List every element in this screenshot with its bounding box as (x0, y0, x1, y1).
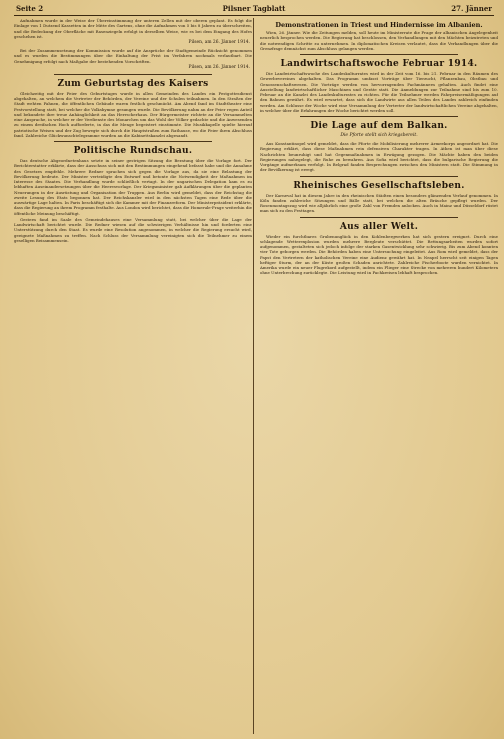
section-heading-albania: Demonstrationen in Triest und Hindernisse im Albanien. (275, 21, 483, 29)
section-heading-politics: Politische Rundschau. (73, 146, 193, 156)
column-divider (253, 18, 254, 734)
issue-date: 27. Jänner (451, 4, 492, 13)
left-column (14, 18, 252, 734)
article-paragraph: Das deutsche Abgeordnetenhaus setzte in seiner gestrigen Sitzung die Beratung über die Vorlage fort. Der Berichterstatter erklärte, dass der Ausschuss sich mit den Bestimmungen eingehend befasst habe und die Annahme des Gesetzes empfehle. Mehrere Redner sprachen sich gegen die Vorlage aus, da sie eine Belastung der Bevölkerung bedeute. Der Minister verteidigte den Entwurf und betonte die Notwendigkeit der Maßnahmen im Interesse des Staates. Die Verhandlung wurde schließlich vertagt. In der ungarischen Delegation kam es zu lebhaften Auseinandersetzungen über die Heeresvorlage. Der Kriegsminister gab Aufklärungen über die geplanten Neuerungen in der Ausrüstung und Organisation der Truppen. Aus Berlin wird gemeldet, dass der Reichstag die zweite Lesung des Etats begonnen hat. Der Reichskanzler wird in den nächsten Tagen eine Rede über die auswärtige Lage halten. In Paris beschäftigt sich die Kammer mit der Finanzreform. Der Ministerpräsident erklärte, dass die Regierung an ihrem Programm festhalte. Aus London wird berichtet, dass die Homerule-Frage weiterhin die öffentliche Meinung beschäftigt. (14, 158, 252, 216)
article-paragraph: Wien, 26. Jänner. Wie die Zeitungen melden, soll heute im Ministerrate die Frage der albanischen Angelegenheit neuerlich besprochen werden. Die Regierung hat beschlossen, den Verhandlungen mit den Mächten beizutreten und die notwendigen Schritte zu unternehmen. In diplomatischen Kreisen verlautet, dass die Verhandlungen über die Grenzfrage demnächst zum Abschluss gelangen werden. (260, 30, 498, 51)
section-subheading: Die Pforte stellt sich kriegsbereit. (340, 133, 418, 138)
right-column (260, 18, 498, 734)
section-heading-world: Aus aller Welt. (339, 221, 419, 232)
dateline: Pilsen, am 26. Jänner 1914. (188, 40, 250, 45)
article-paragraph: Gestern fand im Saale des Gemeindehauses eine Versammlung statt, bei welcher über die Lage der Landwirtschaft berichtet wurde. Die Redner wiesen auf die schwierigen Verhältnisse hin und forderten eine Unterstützung durch den Staat. Es wurde eine Resolution angenommen, in welcher die Regierung ersucht wird, geeignete Maßnahmen zu treffen. Nach Schluss der Versammlung vereinigten sich die Teilnehmer zu einem geselligen Beisammensein. (14, 216, 252, 243)
section-heading-rhineland: Rheinisches Gesellschaftsleben. (293, 180, 465, 191)
article-paragraph: Bei der Zusammensetzung der Kommission wurde auf die Ansprüche der Stadtgemeinde Rücksicht genommen und es wurden die Bestimmungen über die Einhaltung der Frist im Verfahren nochmals verlautbart. Die Genehmigung erfolgt nach Maßgabe der bestehenden Vorschriften. (14, 48, 252, 64)
section-separator (300, 116, 458, 117)
section-separator (300, 176, 458, 177)
article-paragraph: Aus Konstantinopel wird gemeldet, dass die Pforte die Mobilisierung mehrerer Armeekorps angeordnet hat. Die Regierung erklärt, dass diese Maßnahmen rein defensiven Charakter tragen. In Athen ist man über diese Nachrichten beunruhigt und hat Gegenmaßnahmen in Erwägung gezogen. Die Mächte haben den beiden Regierungen nahegelegt, die Ruhe zu bewahren. Aus Sofia wird berichtet, dass die bulgarische Regierung die Vorgänge aufmerksam verfolgt. In Belgrad fanden Besprechungen zwischen den Ministern statt. Die Stimmung in der Bevölkerung ist erregt. (260, 141, 498, 173)
section-separator (300, 217, 458, 218)
dateline: Pilsen, am 26. Jänner 1914. (188, 64, 250, 70)
article-paragraph: Die Landwirtschaftswoche des Landeskulturrates wird in der Zeit vom 16. bis 21. Februar in den Räumen des Gewerbevereines abgehalten. Das Programm umfasst Vorträge über Tierzucht, Pflanzenbau, Obstbau und Genossenschaftswesen. Die Vorträge werden von hervorragenden Fachmännern gehalten. Auch findet eine Ausstellung landwirtschaftlicher Maschinen und Geräte statt. Die Anmeldungen zur Teilnahme sind bis zum 10. Februar an die Kanzlei des Landeskulturrates zu richten. Für die Teilnehmer werden Fahrpreisermäßigungen auf den Bahnen gewährt. Es wird erwartet, dass sich die Landwirte aus allen Teilen des Landes zahlreich einfinden werden. Am Schlusse der Woche wird eine Versammlung der Vertreter der landwirtschaftlichen Vereine abgehalten, in welcher über die Erfahrungen der Woche berichtet werden soll. (260, 71, 498, 113)
section-heading-balkan: Die Lage auf dem Balkan. (310, 121, 448, 131)
page-number: Seite 2 (16, 4, 44, 13)
section-separator (54, 74, 212, 75)
page-header (14, 4, 494, 16)
article-paragraph: Der Karneval hat in diesem Jahre in den rheinischen Städten einen besonders glänzenden Verlauf genommen. In Köln fanden zahlreiche Sitzungen und Bälle statt, bei welchen die alten Bräuche gepflegt wurden. Der Rosenmontagszug wird wie alljährlich eine große Zahl von Fremden anlocken. Auch in Mainz und Düsseldorf rüstet man sich zu den Festtagen. (260, 192, 498, 214)
article-paragraph: Aufnahmen wurde in der Weise der Übereinstimmung der unteren Zellen mit der oberen geplant. Es folgt die Einlage von 1 Dutzend Kassetten in der Mitte des Gartens, ohne die Aufnahmen von 5 bis 8 Jahren zu überschreiten, und die Bedeckung der Oberfläche mit Rasenziegeln erfolgt in derselben Weise, wie es bei dem Eingang des Hofes geschehen ist. (14, 18, 252, 39)
section-heading-birthday: Zum Geburtstag des Kaisers (57, 78, 209, 89)
section-heading-agriculture: Landwirtschaftswoche Februar 1914. (280, 59, 478, 69)
section-separator (54, 141, 212, 142)
article-paragraph: Gleichzeitig mit der Feier des Geburtstages wurde in allen Gemeinden des Landes ein Festgottesdienst abgehalten, an welchem die Vertreter der Behörden, der Vereine und der Schulen teilnahmen. In den Straßen der Stadt wehten Fahnen, die öffentlichen Gebäude waren festlich geschmückt. Am Abend fand im Stadttheater eine Festvorstellung statt, bei welcher die Volkshymne gesungen wurde. Die Bevölkerung nahm an der Feier regen Anteil und bekundete ihre treue Anhänglichkeit an das Herrscherhaus. Der Bürgermeister richtete an die Versammelten eine Ansprache, in welcher er der Verdienste des Monarchen um das Wohl der Völker gedachte und die Anwesenden zu einem dreifachen Hoch aufforderte, in das die Menge begeistert einstimmte. Die Musikkapelle spielte hierauf patriotische Weisen und der Zug bewegte sich durch die Hauptstraßen zum Rathause, wo die Feier ihren Abschluss fand. Zahlreiche Glückwunschtelegramme wurden an die Kabinettskanzlei abgesandt. (14, 90, 252, 138)
section-separator (300, 54, 458, 55)
newspaper-name: Pilsner Tagblatt (222, 4, 286, 13)
article-paragraph: Wieder ein furchtbares Grubenunglück in den Kohlenbergwerken hat sich gestern ereignet. Durch eine schlagende Wetterexplosion wurden mehrere Bergleute verschüttet. Die Rettungsarbeiten wurden sofort aufgenommen, gestalteten sich jedoch infolge der starken Gasentwicklung sehr schwierig. Bis zum Abend konnten vier Tote geborgen werden. Die Behörden haben eine Untersuchung eingeleitet. Aus Rom wird gemeldet, dass der Papst den Vertretern der katholischen Vereine eine Audienz gewährt hat. In Neapel herrscht seit einigen Tagen heftiger Sturm, der an der Küste großen Schaden anrichtete. Zahlreiche Fischerboote wurden vernichtet. In Amerika wurde ein neuer Flugrekord aufgestellt, indem ein Flieger eine Strecke von mehreren hundert Kilometern ohne Unterbrechung zurücklegte. Die Leistung wird in Fachkreisen lebhaft besprochen. (260, 233, 498, 276)
